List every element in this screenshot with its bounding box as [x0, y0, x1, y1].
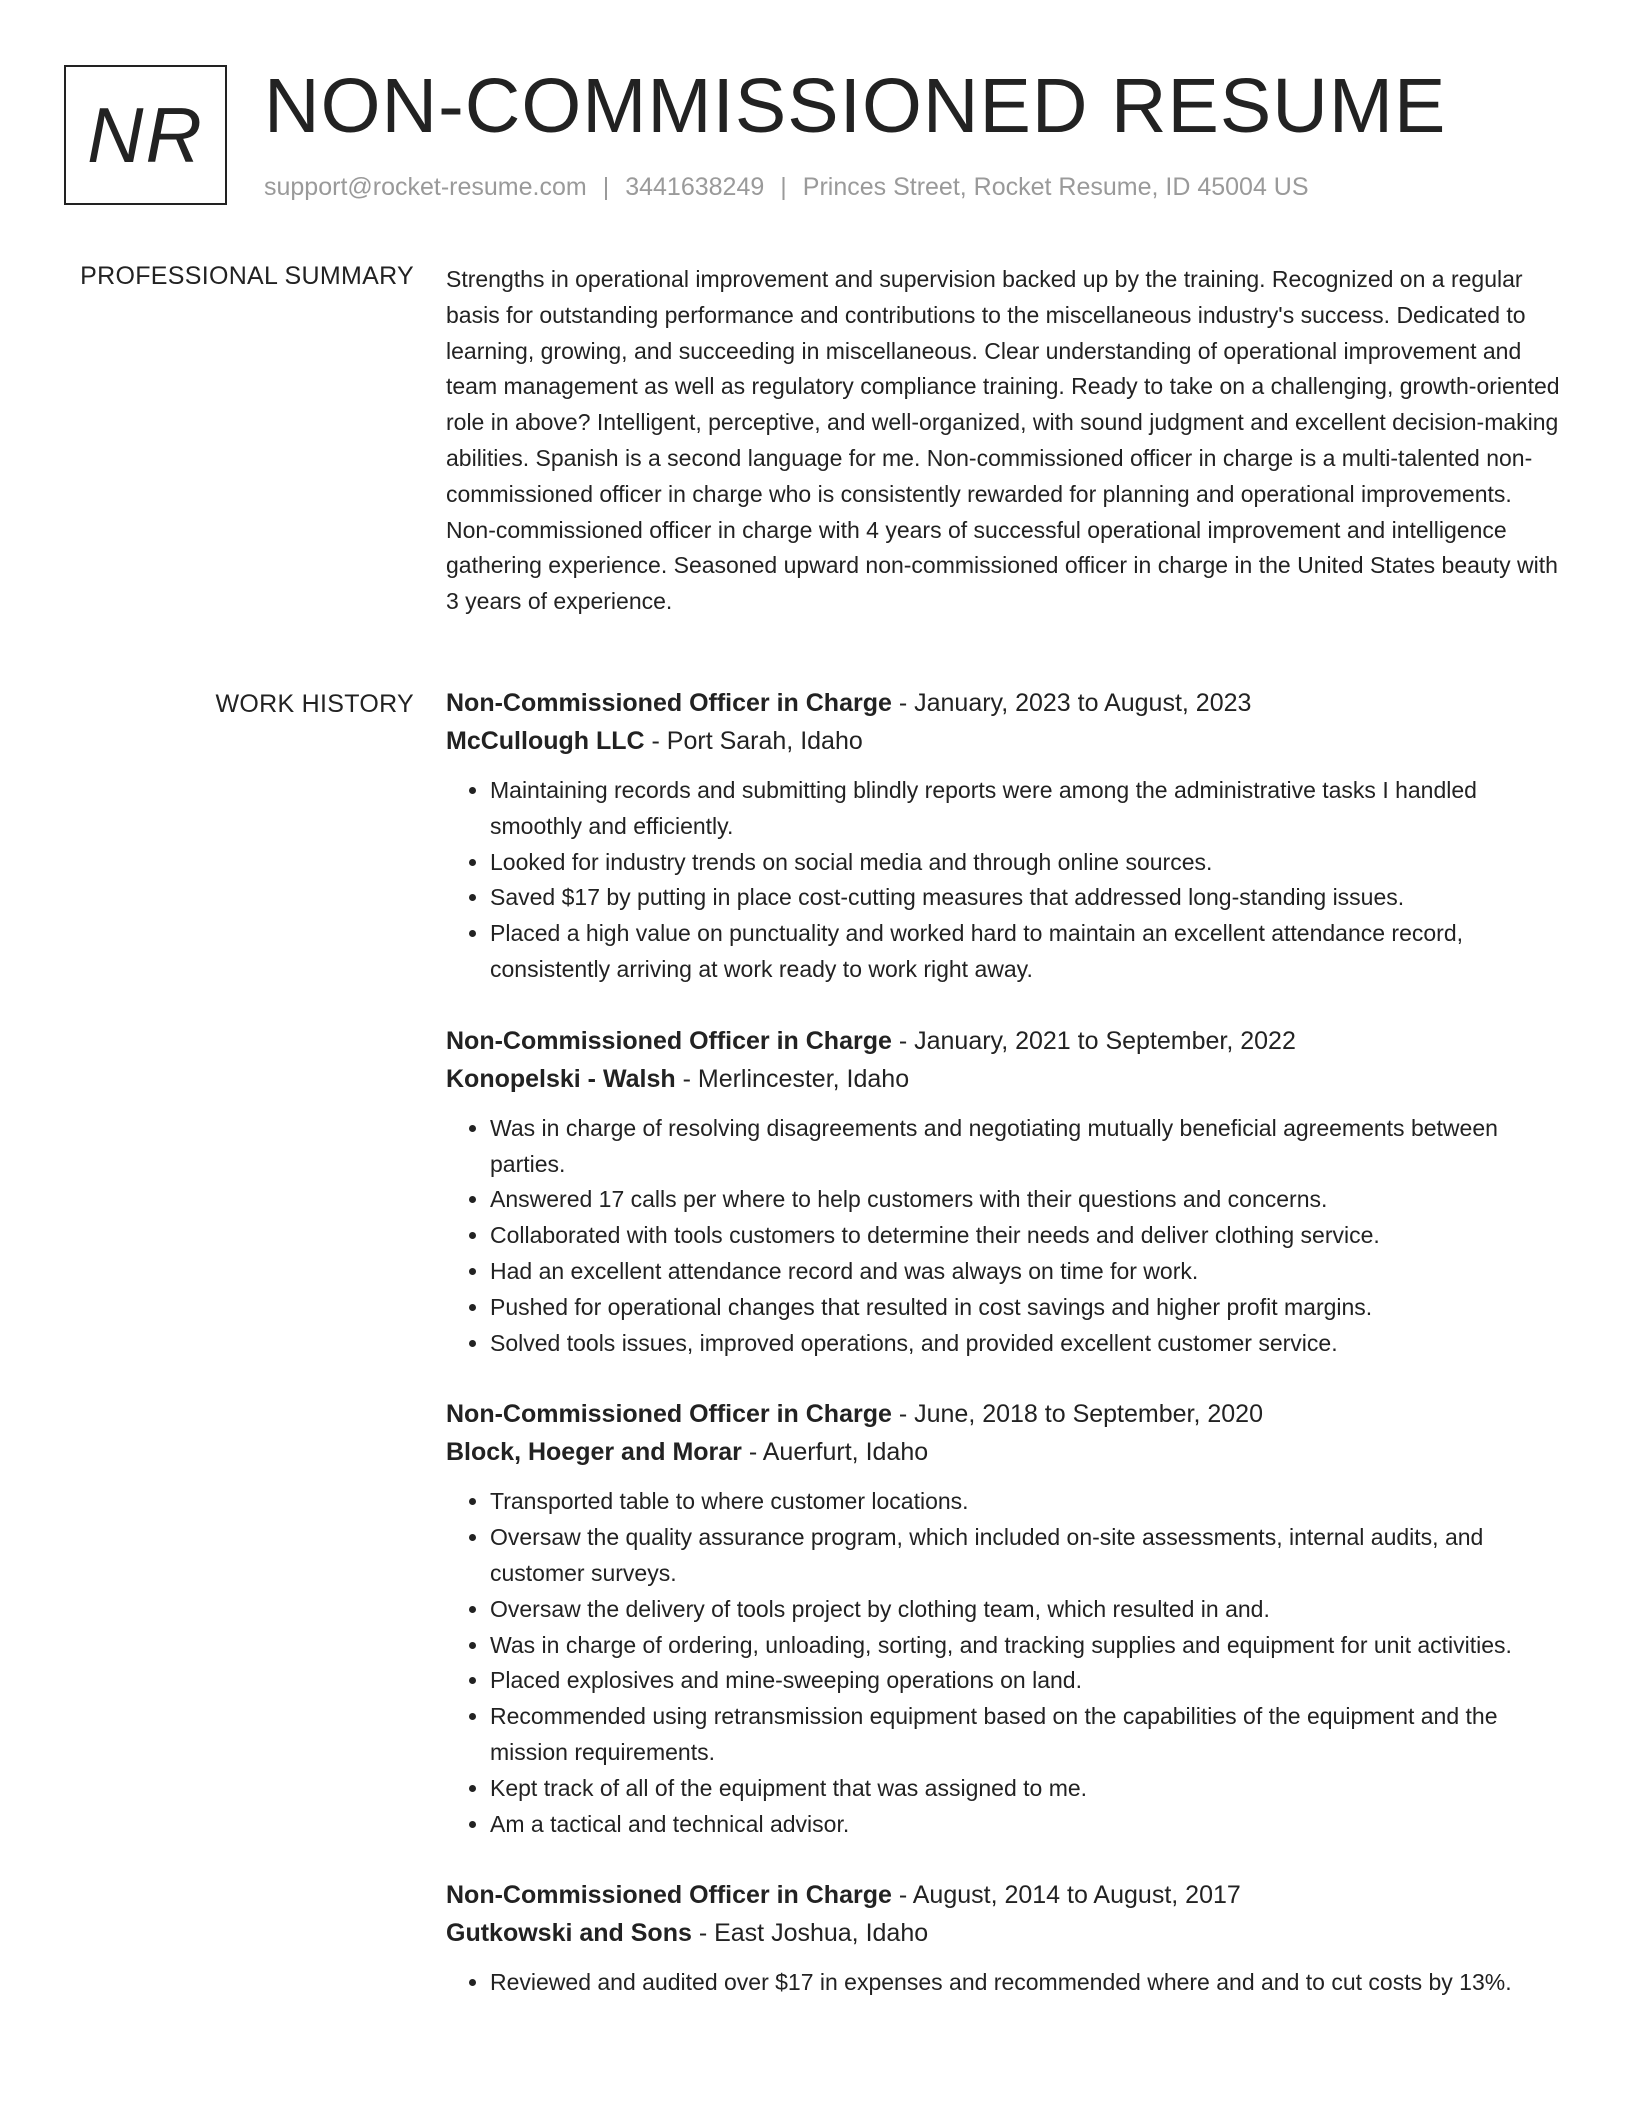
section-label-work-history: WORK HISTORY [215, 690, 414, 718]
contact-phone[interactable]: 3441638249 [625, 173, 765, 201]
resume-header [64, 65, 1584, 210]
job-bullet: • Kept track of all of the equipment that was assigned to me. [490, 1771, 1566, 1807]
work-history-body [446, 684, 1566, 2035]
job-title: Non-Commissioned Officer in Charge [446, 1400, 892, 1429]
job-bullet-list [446, 1484, 1566, 1842]
contact-address: Princes Street, Rocket Resume, ID 45004 US [802, 173, 1309, 201]
job-location: - Port Sarah, Idaho [651, 727, 863, 755]
contact-line [264, 173, 1309, 202]
job-entry [446, 1876, 1566, 2001]
job-title-line [446, 1022, 1566, 1060]
job-title: Non-Commissioned Officer in Charge [446, 689, 892, 717]
job-bullet-list [446, 1111, 1566, 1362]
contact-separator: | [602, 173, 610, 201]
job-bullet: • Oversaw the quality assurance program, which included on-site assessments, internal audits, and customer surveys. [490, 1520, 1566, 1592]
job-bullet: • Had an excellent attendance record and was always on time for work. [490, 1254, 1566, 1290]
job-location: - Auerfurt, Idaho [748, 1438, 929, 1467]
job-entry [446, 684, 1566, 988]
job-company-line [446, 1433, 1566, 1471]
job-bullet: • Looked for industry trends on social media and through online sources. [490, 845, 1566, 881]
job-bullet: • Reviewed and audited over $17 in expenses and recommended where and and to cut costs by 13%. [490, 1965, 1566, 2001]
monogram-logo: NR [64, 65, 227, 205]
job-bullet: • Placed a high value on punctuality and worked hard to maintain an excellent attendance record, consistently arriving at work ready to work right away. [490, 916, 1566, 988]
job-company: Konopelski - Walsh [446, 1064, 676, 1093]
job-bullet: • Was in charge of ordering, unloading, sorting, and tracking supplies and equipment for unit activities. [490, 1628, 1566, 1664]
job-dates: - January, 2023 to August, 2023 [898, 689, 1252, 717]
job-bullet: • Recommended using retransmission equipment based on the capabilities of the equipment and the mission requirements. [490, 1699, 1566, 1771]
job-entry [446, 1022, 1566, 1362]
job-title-line [446, 1876, 1566, 1914]
job-dates: - August, 2014 to August, 2017 [898, 1881, 1241, 1910]
job-location: - East Joshua, Idaho [698, 1919, 929, 1948]
job-bullet: • Solved tools issues, improved operations, and provided excellent customer service. [490, 1326, 1566, 1362]
job-bullet: • Was in charge of resolving disagreements and negotiating mutually beneficial agreements between parties. [490, 1111, 1566, 1183]
job-title-line [446, 1395, 1566, 1433]
contact-email[interactable]: support@rocket-resume.com [264, 173, 587, 201]
job-company-line [446, 1060, 1566, 1098]
job-bullet: • Maintaining records and submitting blindly reports were among the administrative tasks I handled smoothly and efficiently. [490, 773, 1566, 845]
job-bullet: • Placed explosives and mine-sweeping operations on land. [490, 1663, 1566, 1699]
job-company: Block, Hoeger and Morar [446, 1438, 742, 1467]
contact-separator: | [780, 173, 787, 201]
summary-text: Strengths in operational improvement and supervision backed up by the training. Recognized on a regular basis for outstanding performance and contributions to the miscellaneous industry's success. Dedicated to learning, growing, and succeeding in miscellaneous. Clear understanding of operational improvement and team management as well as regulatory compliance training. Ready to take on a challenging, growth-oriented role in above? Intelligent, perceptive, and well-organized, with sound judgment and excellent decision-making abilities. Spanish is a second language for me. Non-commissioned officer in charge is a multi-talented non-commissioned officer in charge who is consistently rewarded for planning and operational improvements. Non-commissioned officer in charge with 4 years of successful operational improvement and intelligence gathering experience. Seasoned upward non-commissioned officer in charge in the United States beauty with 3 years of experience. [446, 266, 1560, 615]
job-title-line [446, 684, 1566, 722]
summary-body [446, 262, 1566, 620]
job-bullet: • Collaborated with tools customers to determine their needs and deliver clothing service. [490, 1218, 1566, 1254]
job-bullet: • Am a tactical and technical advisor. [490, 1807, 1566, 1843]
job-bullet-list [446, 1965, 1566, 2001]
resume-title: NON-COMMISSIONED RESUME [264, 63, 1447, 149]
job-company: Gutkowski and Sons [446, 1919, 692, 1948]
job-title: Non-Commissioned Officer in Charge [446, 1026, 892, 1055]
job-entry [446, 1395, 1566, 1842]
job-bullet-list [446, 773, 1566, 988]
job-dates: - January, 2021 to September, 2022 [898, 1026, 1296, 1055]
job-bullet: • Pushed for operational changes that resulted in cost savings and higher profit margins. [490, 1290, 1566, 1326]
job-bullet: • Transported table to where customer locations. [490, 1484, 1566, 1520]
job-location: - Merlincester, Idaho [682, 1064, 910, 1093]
section-label-summary: PROFESSIONAL SUMMARY [80, 262, 414, 290]
job-bullet: • Oversaw the delivery of tools project by clothing team, which resulted in and. [490, 1592, 1566, 1628]
job-dates: - June, 2018 to September, 2020 [898, 1400, 1263, 1429]
job-bullet: • Saved $17 by putting in place cost-cutting measures that addressed long-standing issues. [490, 880, 1566, 916]
job-company: McCullough LLC [446, 727, 645, 755]
job-company-line [446, 1914, 1566, 1952]
job-bullet: • Answered 17 calls per where to help customers with their questions and concerns. [490, 1182, 1566, 1218]
job-company-line [446, 722, 1566, 760]
job-title: Non-Commissioned Officer in Charge [446, 1881, 892, 1910]
